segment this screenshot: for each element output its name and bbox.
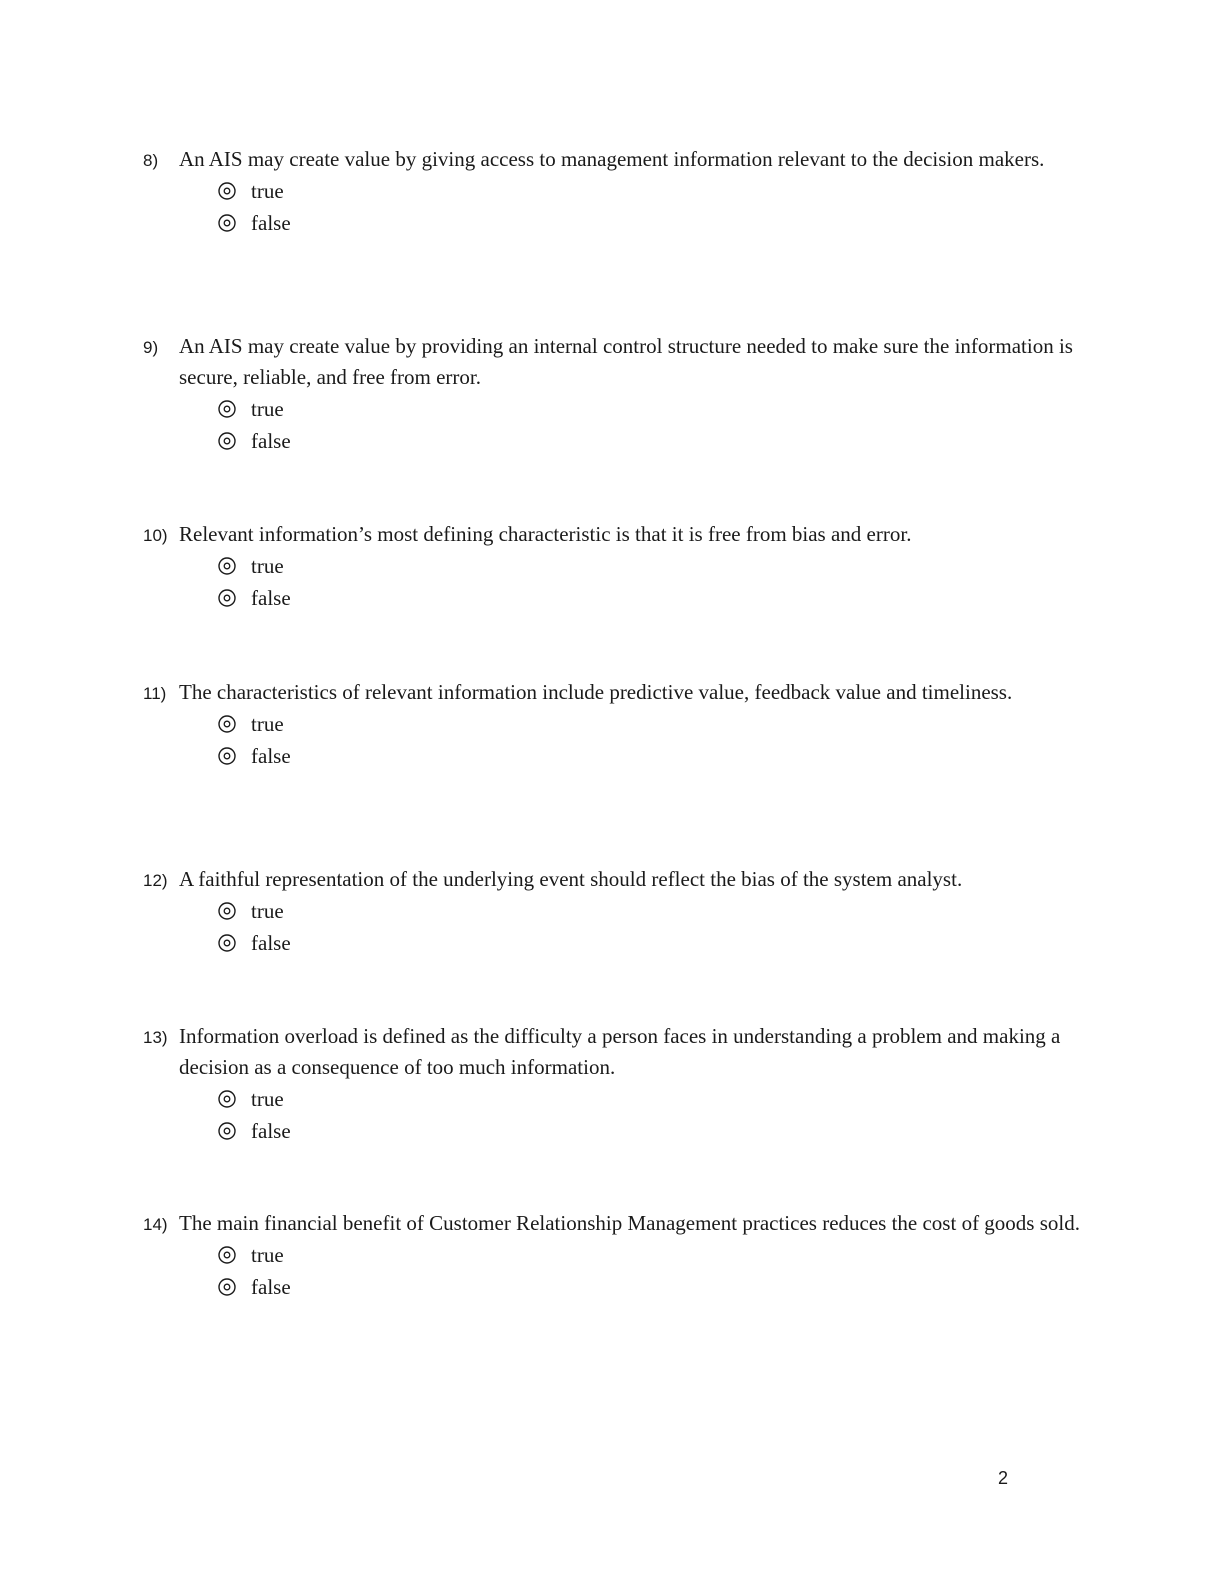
- question-stem: [143, 519, 1083, 550]
- question-stem: [143, 677, 1083, 708]
- answer-options: [217, 895, 1083, 959]
- page-number: 2: [998, 1468, 1009, 1488]
- question-text: An AIS may create value by providing an internal control structure needed to make sure the information is secure, reliable, and free from error.: [179, 334, 1073, 389]
- question-10: [143, 519, 1083, 614]
- option-false[interactable]: [217, 1115, 1083, 1147]
- option-false[interactable]: [217, 927, 1083, 959]
- option-false[interactable]: [217, 582, 1083, 614]
- question-text: An AIS may create value by giving access to management information relevant to the decision makers.: [179, 147, 1045, 171]
- radio-button-icon[interactable]: [217, 588, 237, 608]
- question-text: Information overload is defined as the difficulty a person faces in understanding a problem and making a decision as a consequence of too much information.: [179, 1024, 1061, 1079]
- question-9: [143, 331, 1083, 457]
- option-label: true: [251, 1086, 284, 1111]
- question-12: [143, 864, 1083, 959]
- radio-button-icon[interactable]: [217, 714, 237, 734]
- question-stem: [143, 1208, 1083, 1239]
- answer-options: [217, 550, 1083, 614]
- question-number: 12): [143, 871, 168, 890]
- question-text: The main financial benefit of Customer Relationship Management practices reduces the cost of goods sold.: [179, 1211, 1080, 1235]
- option-true[interactable]: [217, 708, 1083, 740]
- option-label: true: [251, 898, 284, 923]
- radio-button-icon[interactable]: [217, 181, 237, 201]
- option-true[interactable]: [217, 550, 1083, 582]
- option-true[interactable]: [217, 175, 1083, 207]
- option-label: false: [251, 1274, 291, 1299]
- radio-button-icon[interactable]: [217, 1089, 237, 1109]
- option-false[interactable]: [217, 1271, 1083, 1303]
- question-11: [143, 677, 1083, 772]
- radio-button-icon[interactable]: [217, 213, 237, 233]
- option-label: false: [251, 1118, 291, 1143]
- radio-button-icon[interactable]: [217, 933, 237, 953]
- answer-options: [217, 1083, 1083, 1147]
- question-13: [143, 1021, 1083, 1147]
- question-text: The characteristics of relevant information include predictive value, feedback value and timeliness.: [179, 680, 1013, 704]
- option-true[interactable]: [217, 895, 1083, 927]
- question-text: Relevant information’s most defining characteristic is that it is free from bias and error.: [179, 522, 912, 546]
- radio-button-icon[interactable]: [217, 901, 237, 921]
- option-label: false: [251, 428, 291, 453]
- option-label: true: [251, 711, 284, 736]
- option-label: false: [251, 930, 291, 955]
- option-label: true: [251, 396, 284, 421]
- question-stem: [143, 864, 1083, 895]
- question-stem: [143, 1021, 1083, 1083]
- option-true[interactable]: [217, 1239, 1083, 1271]
- radio-button-icon[interactable]: [217, 1245, 237, 1265]
- question-text: A faithful representation of the underlying event should reflect the bias of the system analyst.: [179, 867, 963, 891]
- option-true[interactable]: [217, 1083, 1083, 1115]
- answer-options: [217, 175, 1083, 239]
- radio-button-icon[interactable]: [217, 399, 237, 419]
- question-number: 11): [143, 684, 167, 703]
- option-label: true: [251, 553, 284, 578]
- question-8: [143, 144, 1083, 239]
- answer-options: [217, 1239, 1083, 1303]
- option-true[interactable]: [217, 393, 1083, 425]
- question-number: 8): [143, 151, 159, 170]
- question-stem: [143, 331, 1083, 393]
- option-false[interactable]: [217, 740, 1083, 772]
- option-label: true: [251, 178, 284, 203]
- question-stem: [143, 144, 1083, 175]
- answer-options: [217, 393, 1083, 457]
- option-false[interactable]: [217, 425, 1083, 457]
- option-label: false: [251, 210, 291, 235]
- question-number: 14): [143, 1215, 168, 1234]
- radio-button-icon[interactable]: [217, 556, 237, 576]
- radio-button-icon[interactable]: [217, 1277, 237, 1297]
- option-false[interactable]: [217, 207, 1083, 239]
- option-label: false: [251, 585, 291, 610]
- option-label: true: [251, 1242, 284, 1267]
- question-14: [143, 1208, 1083, 1303]
- radio-button-icon[interactable]: [217, 431, 237, 451]
- radio-button-icon[interactable]: [217, 1121, 237, 1141]
- question-number: 13): [143, 1028, 168, 1047]
- question-number: 9): [143, 338, 159, 357]
- radio-button-icon[interactable]: [217, 746, 237, 766]
- question-number: 10): [143, 526, 168, 545]
- answer-options: [217, 708, 1083, 772]
- option-label: false: [251, 743, 291, 768]
